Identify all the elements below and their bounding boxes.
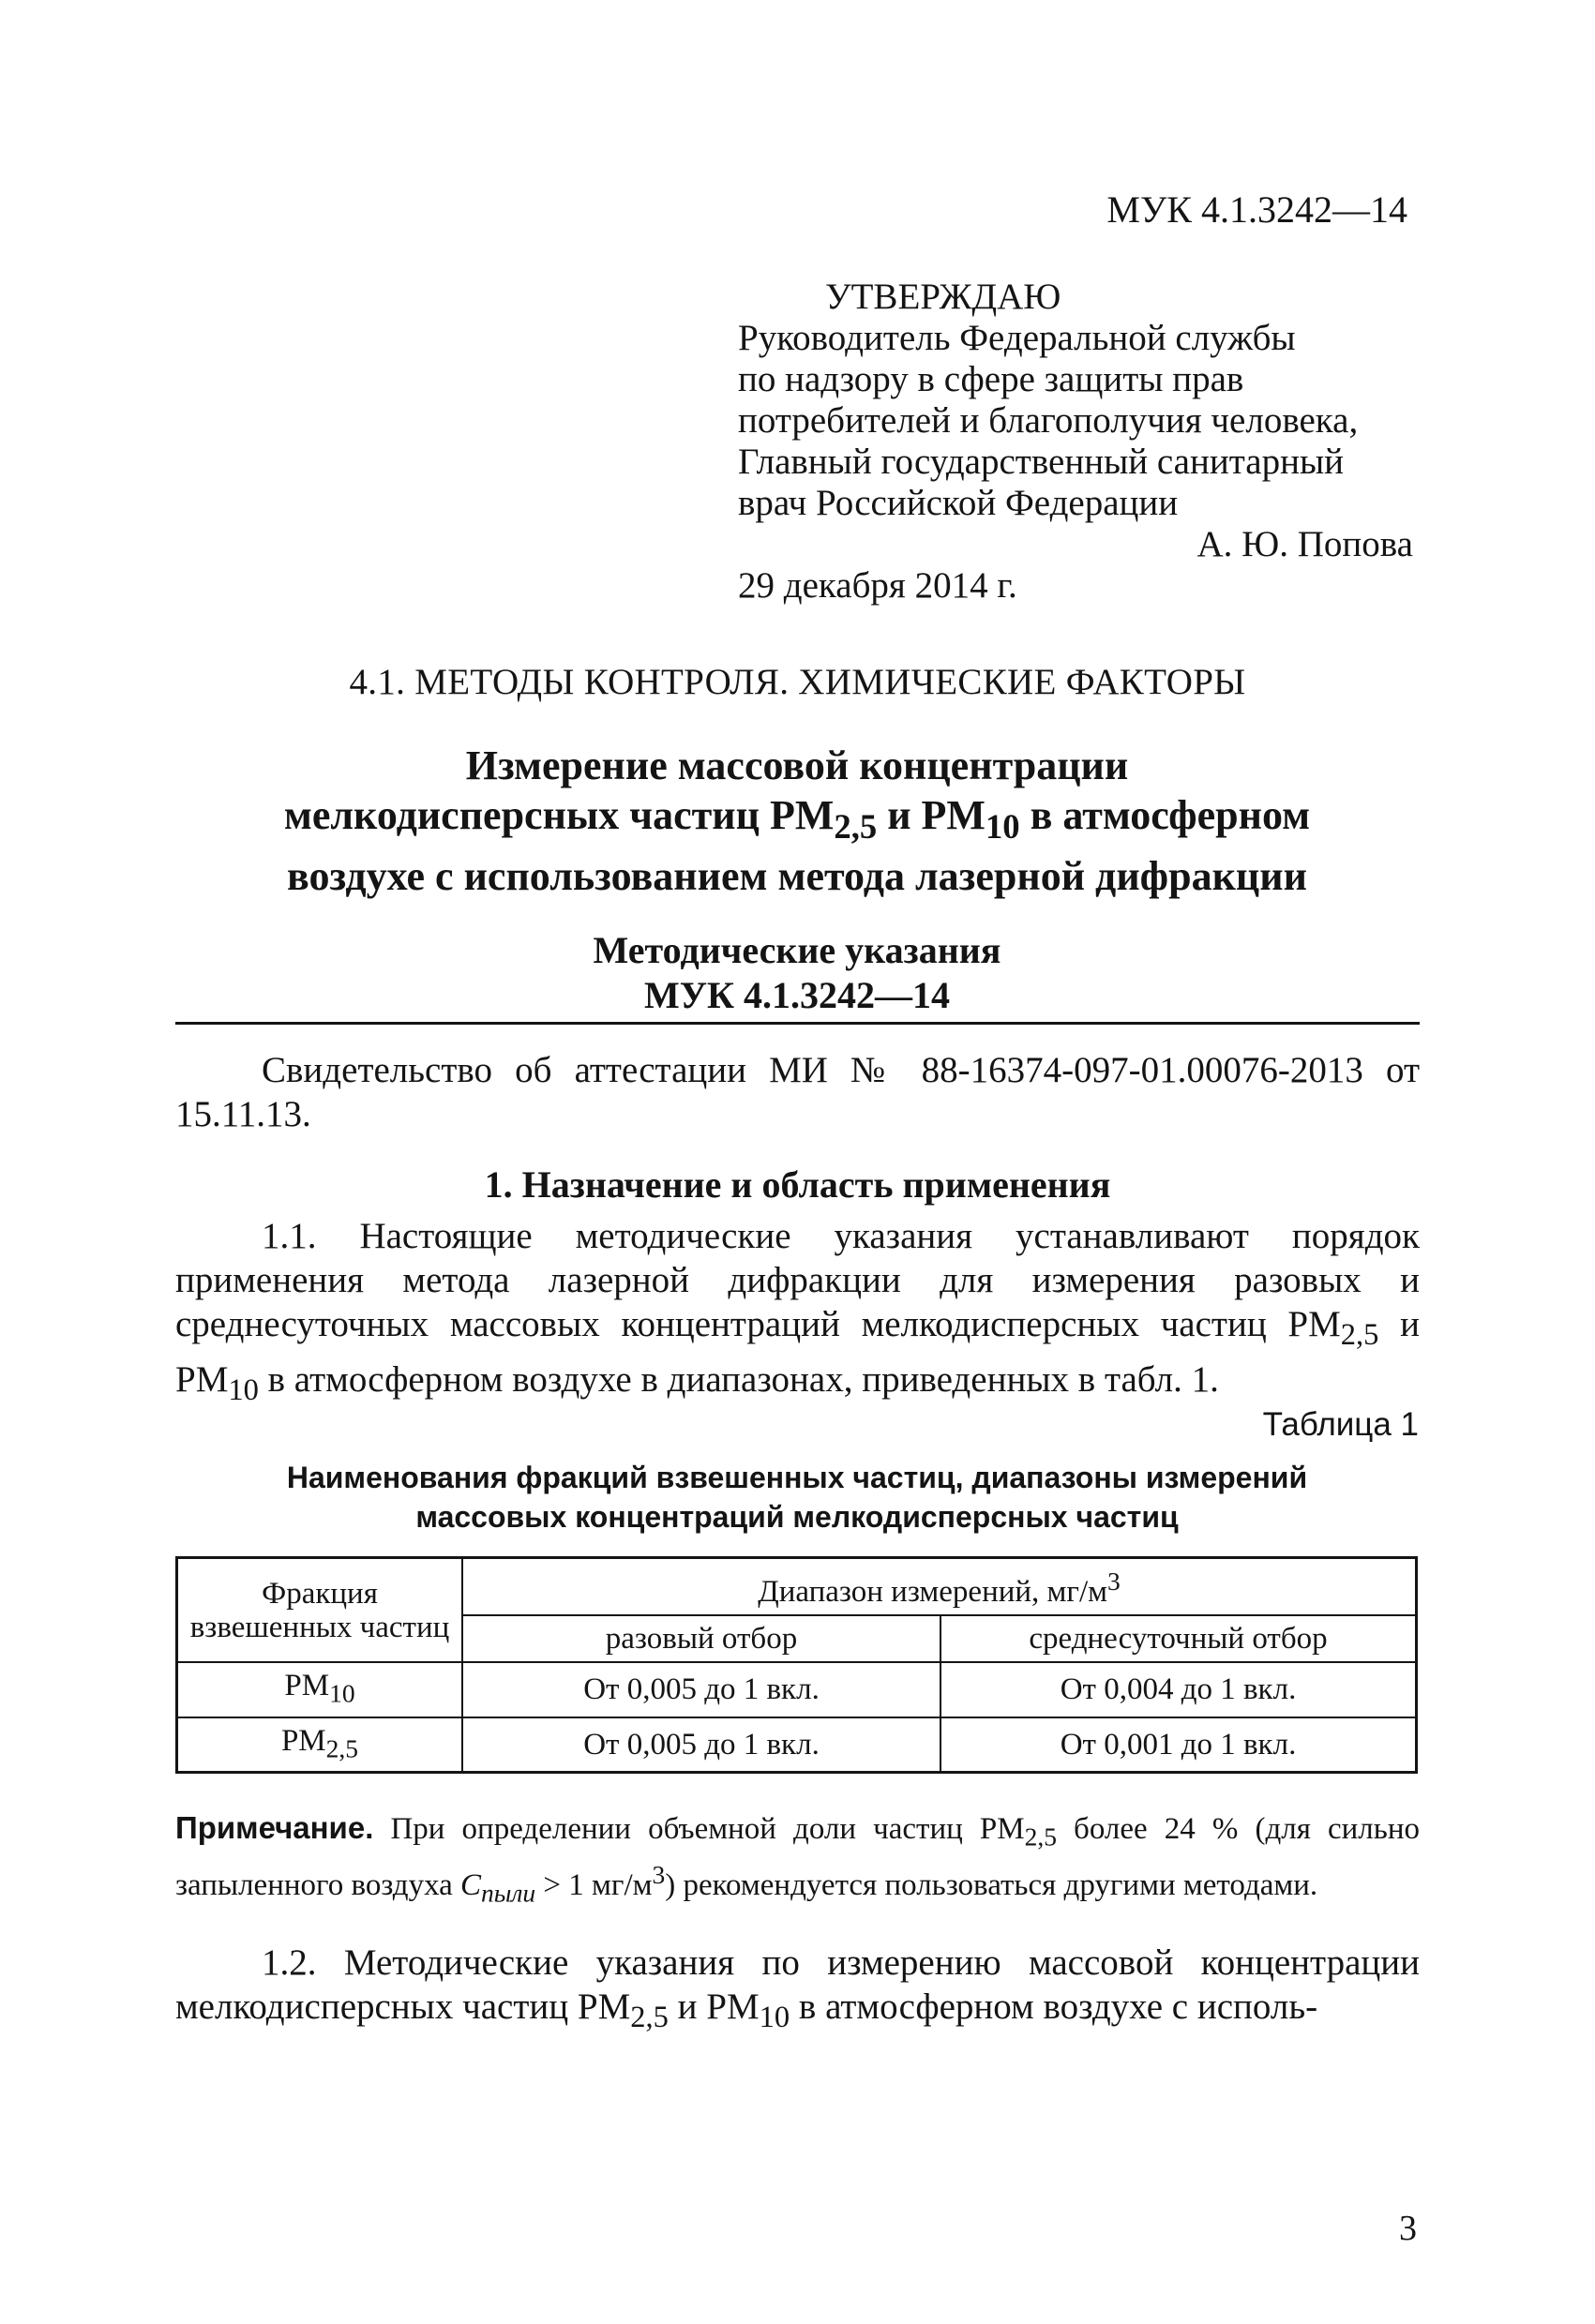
table-row bbox=[177, 1662, 1417, 1717]
paragraph-text: в атмосферном воздухе с исполь- bbox=[790, 1987, 1318, 2027]
daily-cell: От 0,001 до 1 вкл. bbox=[940, 1717, 1417, 1773]
header-range bbox=[462, 1558, 1417, 1616]
note-label: Примечание. bbox=[175, 1810, 374, 1845]
single-cell: От 0,005 до 1 вкл. bbox=[462, 1662, 940, 1717]
subtitle-line: Методические указания bbox=[593, 929, 1001, 971]
subscript: 10 bbox=[329, 1678, 355, 1708]
subscript: 2,5 bbox=[834, 806, 878, 846]
ranges-table bbox=[175, 1556, 1418, 1774]
daily-cell: От 0,004 до 1 вкл. bbox=[940, 1662, 1417, 1717]
title-line: воздухе с использованием метода лазерной дифракции bbox=[287, 852, 1307, 899]
subscript: 2,5 bbox=[1024, 1822, 1057, 1852]
approval-heading: УТВЕРЖДАЮ bbox=[825, 277, 1061, 317]
paragraph-text: 1.2. Методические указания по измерению массовой концентрации мелкодисперсных частиц PM bbox=[175, 1942, 1420, 2027]
table-row bbox=[177, 1717, 1417, 1773]
concentration-symbol: C bbox=[460, 1867, 482, 1902]
section-1-heading: 1. Назначение и область применения bbox=[484, 1163, 1111, 1206]
table-label: Таблица 1 bbox=[1262, 1406, 1419, 1443]
subscript: 2,5 bbox=[630, 2000, 669, 2034]
paragraph-text: 1.1. Настоящие методические указания устанавливают порядок применения метода лазерной дифракции для измерения разовых и среднесуточных массовых концентраций мелкодисперсных частиц PM bbox=[175, 1216, 1420, 1344]
subscript: 2,5 bbox=[325, 1733, 359, 1763]
approval-position-line: по надзору в сфере защиты прав bbox=[738, 359, 1244, 399]
note-text: При определении объемной доли частиц PM bbox=[373, 1812, 1025, 1846]
page-number: 3 bbox=[1399, 2209, 1417, 2248]
approval-date: 29 декабря 2014 г. bbox=[738, 565, 1017, 606]
table-note bbox=[175, 1809, 1420, 1912]
caption-line: массовых концентраций мелкодисперсных частиц bbox=[415, 1500, 1179, 1534]
single-cell: От 0,005 до 1 вкл. bbox=[462, 1717, 940, 1773]
fraction-cell bbox=[177, 1662, 463, 1717]
approval-position-line: врач Российской Федерации bbox=[738, 483, 1179, 523]
paragraph-1-1 bbox=[175, 1214, 1420, 1413]
title-text: мелкодисперсных частиц PM bbox=[283, 792, 835, 838]
paragraph-text: и PM bbox=[668, 1987, 760, 2027]
fraction-text: PM bbox=[280, 1723, 326, 1758]
approval-position-line: Руководитель Федеральной службы bbox=[738, 318, 1296, 358]
title-line: Измерение массовой концентрации bbox=[465, 742, 1129, 788]
superscript: 3 bbox=[652, 1859, 666, 1889]
caption-line: Наименования фракций взвешенных частиц, диапазоны измерений bbox=[286, 1461, 1308, 1494]
header-daily: среднесуточный отбор bbox=[940, 1615, 1417, 1662]
fraction-cell bbox=[177, 1717, 463, 1773]
approval-position-line: потребителей и благополучия человека, bbox=[738, 400, 1359, 441]
header-single: разовый отбор bbox=[462, 1615, 940, 1662]
note-text: ) рекомендуется пользоваться другими методами. bbox=[665, 1867, 1318, 1902]
subscript: 10 bbox=[759, 2000, 790, 2034]
certificate-paragraph: Свидетельство об аттестации МИ № 88-16374-097-01.00076-2013 от 15.11.13. bbox=[175, 1050, 1420, 1134]
note-text: более 24 % (для сильно запыленного воздуха bbox=[175, 1812, 1420, 1902]
header-fraction: Фракция взвешенных частиц bbox=[177, 1558, 463, 1663]
document-title bbox=[141, 741, 1453, 901]
subscript: 10 bbox=[985, 806, 1020, 846]
horizontal-rule bbox=[175, 1022, 1420, 1025]
subscript: 2,5 bbox=[1340, 1317, 1379, 1352]
superscript: 3 bbox=[1107, 1567, 1121, 1596]
document-code: МУК 4.1.3242—14 bbox=[1106, 188, 1407, 231]
table-caption bbox=[141, 1458, 1453, 1537]
document-subtitle bbox=[141, 928, 1453, 1018]
title-line bbox=[141, 790, 1453, 851]
approval-position-line: Главный государственный санитарный bbox=[738, 442, 1345, 482]
section-heading: 4.1. МЕТОДЫ КОНТРОЛЯ. ХИМИЧЕСКИЕ ФАКТОРЫ bbox=[349, 662, 1246, 702]
fraction-text: PM bbox=[284, 1669, 330, 1702]
paragraph-1-2 bbox=[175, 1941, 1420, 2040]
paragraph-text: и PM bbox=[175, 1304, 1420, 1400]
subtitle-line: МУК 4.1.3242—14 bbox=[643, 974, 951, 1016]
table-header-row bbox=[177, 1558, 1417, 1616]
approval-signer: А. Ю. Попова bbox=[1196, 524, 1413, 564]
title-text: в атмосферном bbox=[1019, 792, 1311, 838]
title-text: и PM bbox=[877, 792, 986, 838]
approval-block bbox=[738, 277, 1413, 607]
subscript: 10 bbox=[228, 1372, 259, 1407]
subscript: пыли bbox=[481, 1878, 536, 1908]
header-range-text: Диапазон измерений, мг/м bbox=[758, 1575, 1108, 1609]
note-text: > 1 мг/м bbox=[535, 1867, 653, 1902]
paragraph-text: в атмосферном воздухе в диапазонах, приведенных в табл. 1. bbox=[258, 1358, 1219, 1400]
